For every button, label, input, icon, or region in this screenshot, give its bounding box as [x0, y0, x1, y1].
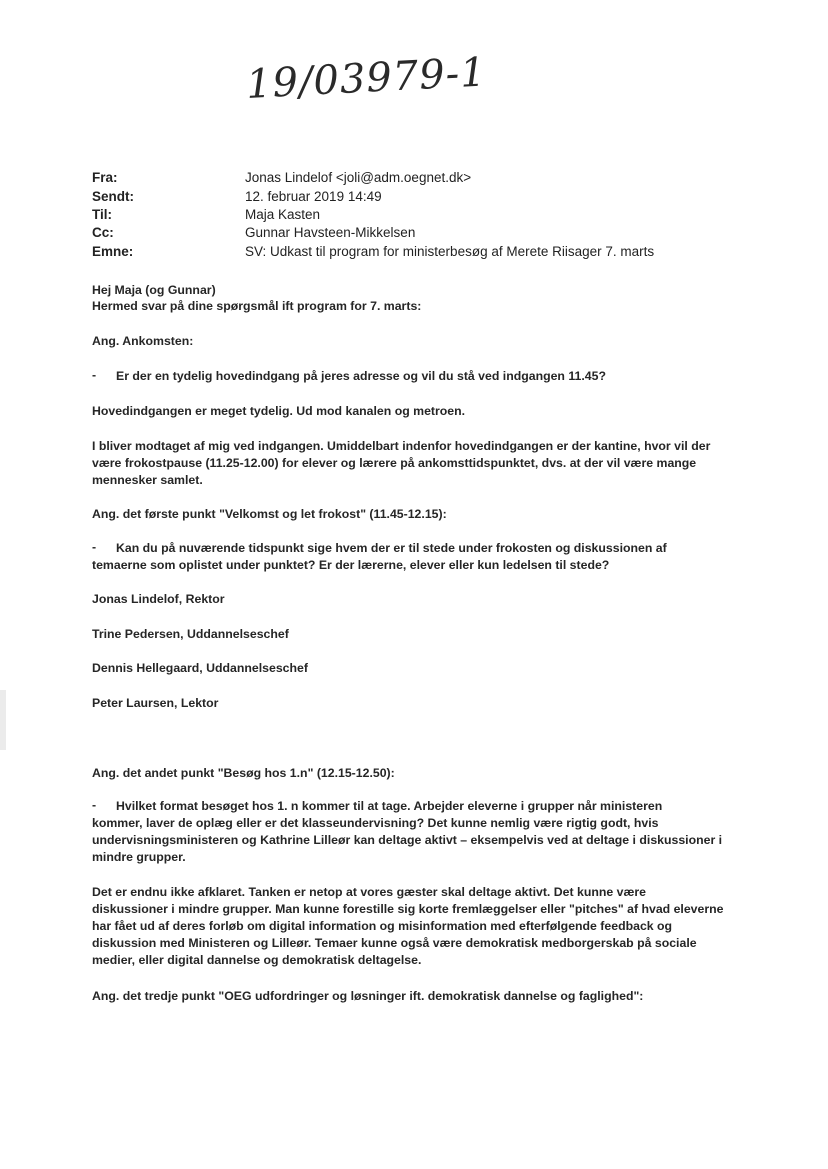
subject-value: SV: Udkast til program for ministerbesøg af Merete Riisager 7. marts [245, 244, 655, 259]
second-point-answer-line: diskussioner i mindre grupper. Man kunne forestille sig korte fremlæggelser eller "pitches" af hvad eleverne [92, 902, 724, 916]
second-point-answer-line: har fået ud af deres forløb om digital information og misinformation med efterfølgende feedback og [92, 919, 673, 933]
arrival-answer-line: I bliver modtaget af mig ved indgangen. Umiddelbart indenfor hovedindgangen er der kantine, hvor vil der [92, 439, 711, 453]
second-point-answer-line: diskussion med Ministeren og Lilleør. Temaer kunne også være demokratisk medborgerskab på sociale [92, 936, 697, 950]
section-arrival-heading: Ang. Ankomsten: [92, 334, 194, 348]
section-second-point-heading: Ang. det andet punkt "Besøg hos 1.n" (12.15-12.50): [92, 766, 395, 780]
bullet-dash: - [92, 368, 97, 382]
second-point-question-line: Hvilket format besøget hos 1. n kommer til at tage. Arbejder eleverne i grupper når ministeren [116, 799, 663, 813]
handwritten-case-number: 19/03979-1 [245, 49, 488, 108]
first-point-question-line: temaerne som oplistet under punktet? Er der lærerne, elever eller kun ledelsen til stede? [92, 558, 610, 572]
attendee-list-item: Jonas Lindelof, Rektor [92, 592, 225, 606]
to-label: Til: [92, 207, 112, 222]
cc-label: Cc: [92, 225, 114, 240]
arrival-answer-entrance: Hovedindgangen er meget tydelig. Ud mod kanalen og metroen. [92, 404, 466, 418]
attendee-list-item: Dennis Hellegaard, Uddannelseschef [92, 661, 308, 675]
attendee-list-item: Trine Pedersen, Uddannelseschef [92, 627, 289, 641]
from-value: Jonas Lindelof <joli@adm.oegnet.dk> [245, 170, 472, 185]
arrival-answer-line: mennesker samlet. [92, 473, 203, 487]
to-value: Maja Kasten [245, 207, 321, 222]
sent-label: Sendt: [92, 189, 134, 204]
subject-label: Emne: [92, 244, 134, 259]
greeting: Hej Maja (og Gunnar) [92, 283, 216, 297]
second-point-answer-line: medier, eller digital dannelse og demokratisk deltagelse. [92, 953, 422, 967]
second-point-answer-line: Det er endnu ikke afklaret. Tanken er netop at vores gæster skal deltage aktivt. Det kunne være [92, 885, 647, 899]
bullet-dash: - [92, 798, 97, 812]
bullet-dash: - [92, 540, 97, 554]
intro: Hermed svar på dine spørgsmål ift program for 7. marts: [92, 299, 422, 313]
section-third-point-heading: Ang. det tredje punkt "OEG udfordringer og løsninger ift. demokratisk dannelse og faglighed": [92, 989, 644, 1003]
second-point-question-line: undervisningsministeren og Kathrine Lilleør kan deltage aktivt – eksempelvis ved at deltage i diskussioner i [92, 833, 723, 847]
arrival-question: Er der en tydelig hovedindgang på jeres adresse og vil du stå ved indgangen 11.45? [116, 369, 606, 383]
from-label: Fra: [92, 170, 118, 185]
attendee-list-item: Peter Laursen, Lektor [92, 696, 219, 710]
second-point-question-line: mindre grupper. [92, 850, 186, 864]
first-point-question-line: Kan du på nuværende tidspunkt sige hvem der er til stede under frokosten og diskussionen af [116, 541, 667, 555]
section-first-point-heading: Ang. det første punkt "Velkomst og let frokost" (11.45-12.15): [92, 507, 447, 521]
second-point-question-line: kommer, laver de oplæg eller er det klasseundervisning? Det kunne nemlig være rigtig godt, hvis [92, 816, 659, 830]
sent-value: 12. februar 2019 14:49 [245, 189, 382, 204]
cc-value: Gunnar Havsteen-Mikkelsen [245, 225, 416, 240]
scan-edge-mark [0, 690, 6, 750]
arrival-answer-line: være frokostpause (11.25-12.00) for elever og lærere på ankomsttidspunktet, dvs. at der vil være mange [92, 456, 697, 470]
